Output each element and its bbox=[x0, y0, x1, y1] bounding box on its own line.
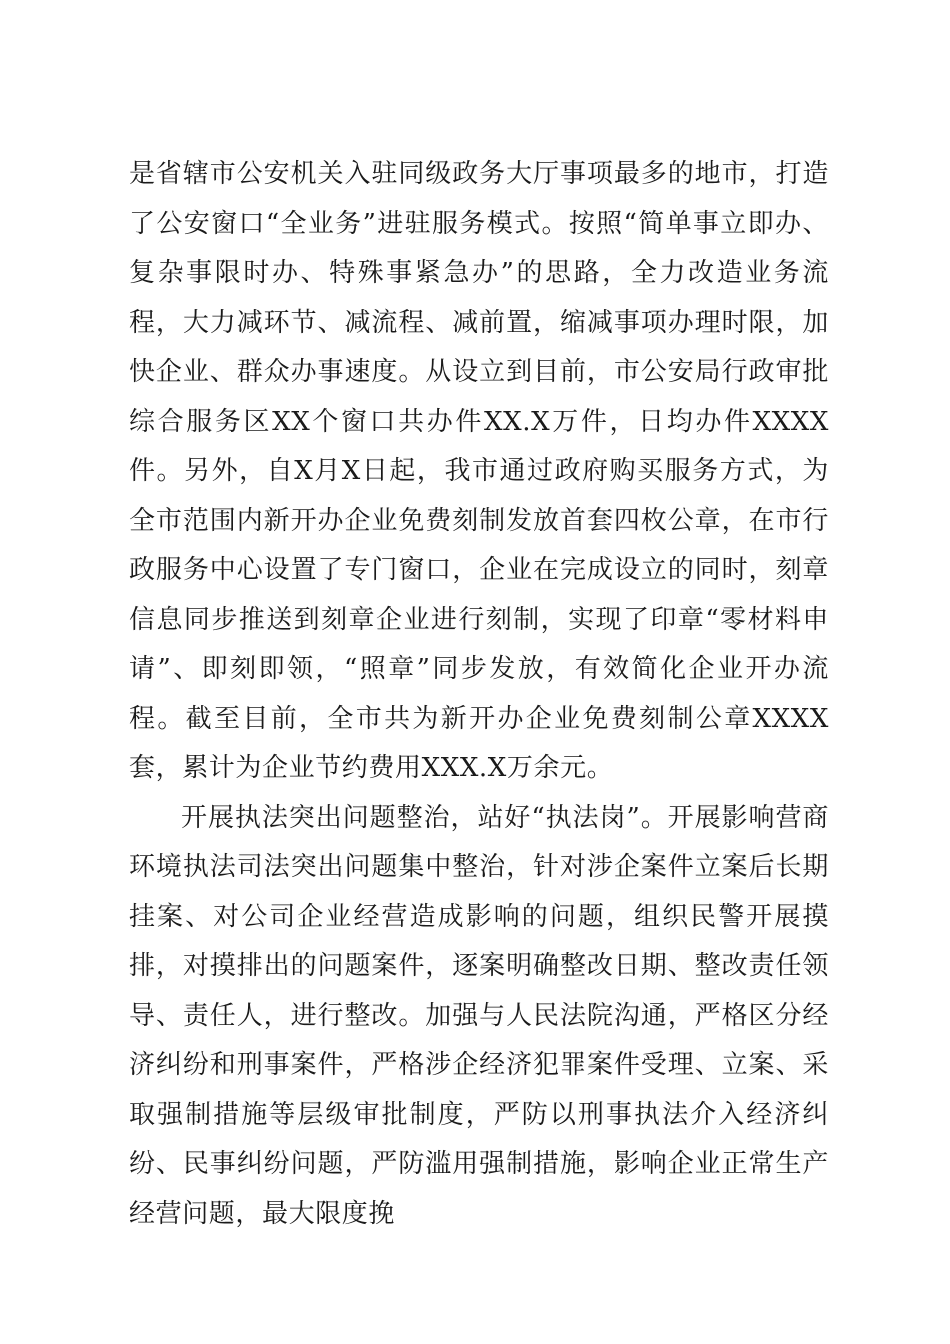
paragraph-2: 开展执法突出问题整治，站好“执法岗”。开展影响营商环境执法司法突出问题集中整治，针对涉企案件立案后长期挂案、对公司企业经营造成影响的问题，组织民警开展摸排，对摸排出的问题案件，逐案明确整改日期、整改责任领导、责任人，进行整改。加强与人民法院沟通，严格区分经济纠纷和刑事案件，严格涉企经济犯罪案件受理、立案、采取强制措施等层级审批制度，严防以刑事执法介入经济纠纷、民事纠纷问题，严防滥用强制措施，影响企业正常生产经营问题，最大限度挽 bbox=[129, 802, 829, 1229]
paragraph-1: 是省辖市公安机关入驻同级政务大厅事项最多的地市，打造了公安窗口“全业务”进驻服务模式。按照“简单事立即办、复杂事限时办、特殊事紧急办”的思路，全力改造业务流程，大力减环节、减流程、减前置，缩减事项办理时限，加快企业、群众办事速度。从设立到目前，市公安局行政审批综合服务区XX个窗口共办件XX.X万件，日均办件XXXX件。另外，自X月X日起，我市通过政府购买服务方式，为全市范围内新开办企业免费刻制发放首套四枚公章，在市行政服务中心设置了专门窗口，企业在完成设立的同时，刻章信息同步推送到刻章企业进行刻制，实现了印章“零材料申请”、即刻即领，“照章”同步发放，有效简化企业开办流程。截至目前，全市共为新开办企业免费刻制公章XXXX套，累计为企业节约费用XXX.X万余元。 bbox=[129, 159, 829, 783]
document-body bbox=[129, 150, 829, 1239]
